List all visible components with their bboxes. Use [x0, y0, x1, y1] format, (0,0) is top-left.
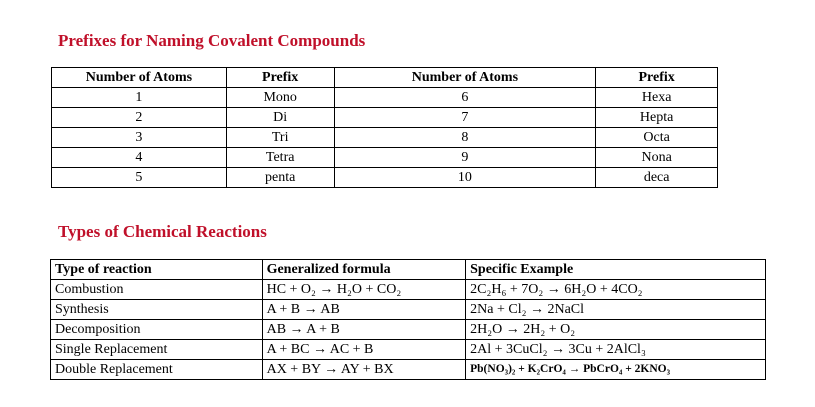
- table-cell: Hexa: [596, 88, 718, 108]
- table-row: [52, 88, 718, 108]
- reaction-type-cell: Double Replacement: [51, 360, 263, 380]
- table-row: [52, 168, 718, 188]
- column-header: Number of Atoms: [52, 68, 227, 88]
- reactions-heading: Types of Chemical Reactions: [58, 222, 267, 241]
- table-row: [51, 360, 766, 380]
- generalized-formula-cell: A + BC → AC + B: [262, 340, 466, 360]
- table-cell: Nona: [596, 148, 718, 168]
- table-cell: Octa: [596, 128, 718, 148]
- table-cell: 5: [52, 168, 227, 188]
- specific-example-cell: 2H₂O → 2H₂ + O₂: [466, 320, 766, 340]
- column-header: Specific Example: [466, 260, 766, 280]
- table-row: [51, 280, 766, 300]
- table-cell: 8: [334, 128, 596, 148]
- specific-example-cell: 2Na + Cl₂ → 2NaCl: [466, 300, 766, 320]
- reaction-type-cell: Combustion: [51, 280, 263, 300]
- table-cell: 4: [52, 148, 227, 168]
- table-row: [52, 128, 718, 148]
- prefixes-table: [51, 67, 718, 188]
- table-cell: Tetra: [226, 148, 334, 168]
- generalized-formula-cell: AX + BY → AY + BX: [262, 360, 466, 380]
- table-header-row: [51, 260, 766, 280]
- table-row: [51, 340, 766, 360]
- table-cell: 2: [52, 108, 227, 128]
- table-cell: 9: [334, 148, 596, 168]
- generalized-formula-cell: A + B → AB: [262, 300, 466, 320]
- reactions-table: [50, 259, 766, 380]
- table-cell: deca: [596, 168, 718, 188]
- specific-example-cell: Pb(NO₃)₂ + K₂CrO₄ → PbCrO₄ + 2KNO₃: [466, 360, 766, 380]
- column-header: Number of Atoms: [334, 68, 596, 88]
- specific-example-cell: 2Al + 3CuCl₂ → 3Cu + 2AlCl₃: [466, 340, 766, 360]
- generalized-formula-cell: HC + O₂ → H₂O + CO₂: [262, 280, 466, 300]
- table-cell: 3: [52, 128, 227, 148]
- reaction-type-cell: Decomposition: [51, 320, 263, 340]
- column-header: Generalized formula: [262, 260, 466, 280]
- table-cell: Di: [226, 108, 334, 128]
- table-cell: Hepta: [596, 108, 718, 128]
- table-cell: 6: [334, 88, 596, 108]
- table-header-row: [52, 68, 718, 88]
- reaction-type-cell: Synthesis: [51, 300, 263, 320]
- generalized-formula-cell: AB → A + B: [262, 320, 466, 340]
- column-header: Type of reaction: [51, 260, 263, 280]
- table-row: [51, 320, 766, 340]
- table-cell: Mono: [226, 88, 334, 108]
- table-cell: 7: [334, 108, 596, 128]
- prefixes-heading: Prefixes for Naming Covalent Compounds: [58, 31, 366, 50]
- table-cell: 10: [334, 168, 596, 188]
- column-header: Prefix: [596, 68, 718, 88]
- table-cell: 1: [52, 88, 227, 108]
- table-row: [52, 108, 718, 128]
- table-row: [51, 300, 766, 320]
- column-header: Prefix: [226, 68, 334, 88]
- reaction-type-cell: Single Replacement: [51, 340, 263, 360]
- table-cell: Tri: [226, 128, 334, 148]
- specific-example-cell: 2C₂H₆ + 7O₂ → 6H₂O + 4CO₂: [466, 280, 766, 300]
- table-cell: penta: [226, 168, 334, 188]
- table-row: [52, 148, 718, 168]
